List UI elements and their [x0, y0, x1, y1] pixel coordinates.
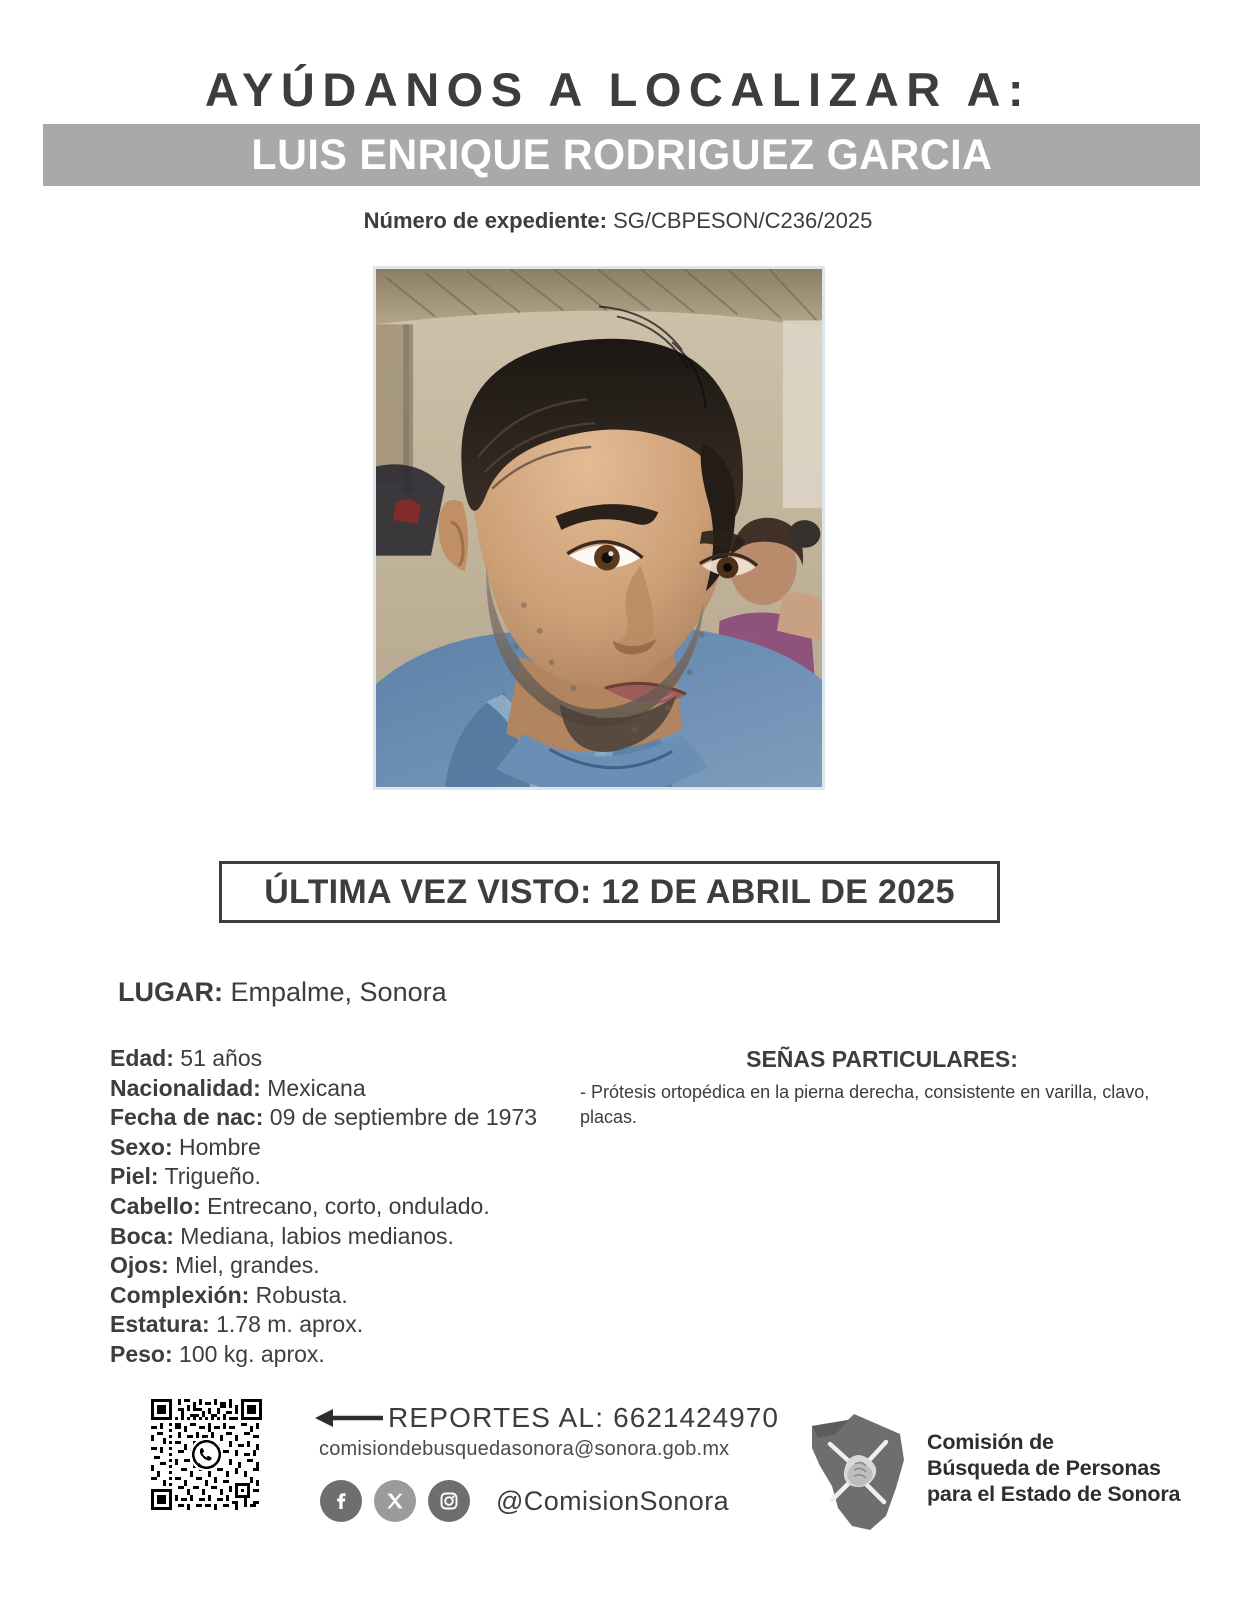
place-line: [118, 977, 447, 1008]
facebook-icon[interactable]: [320, 1480, 362, 1522]
reports-label: REPORTES AL:: [388, 1402, 605, 1433]
person-photo: [373, 266, 825, 790]
desc-row-boca: [110, 1222, 590, 1252]
desc-row-nacionalidad: [110, 1074, 590, 1104]
page-title: AYÚDANOS A LOCALIZAR A:: [204, 63, 1032, 116]
desc-label: Estatura:: [110, 1311, 210, 1338]
desc-row-peso: [110, 1340, 590, 1370]
agency-name-line-2: Búsqueda de Personas: [927, 1456, 1161, 1480]
place-label: LUGAR:: [118, 977, 223, 1007]
desc-value: Entrecano, corto, ondulado.: [207, 1192, 490, 1219]
desc-value: 1.78 m. aprox.: [216, 1311, 364, 1338]
social-media-row: [320, 1480, 729, 1522]
physical-description-list: [110, 1044, 590, 1370]
x-twitter-icon[interactable]: [374, 1480, 416, 1522]
desc-row-complexion: [110, 1281, 590, 1311]
desc-label: Cabello:: [110, 1192, 201, 1219]
desc-label: Fecha de nac:: [110, 1104, 264, 1131]
agency-name: [927, 1429, 1180, 1507]
desc-value: Hombre: [179, 1133, 261, 1160]
desc-value: Miel, grandes.: [175, 1252, 320, 1279]
file-number-value: SG/CBPESON/C236/2025: [613, 208, 873, 233]
agency-logo: [808, 1404, 1180, 1532]
desc-value: Robusta.: [255, 1281, 348, 1308]
distinguishing-marks-text: - Prótesis ortopédica en la pierna derecha, consistente en varilla, clavo, placas.: [580, 1082, 1150, 1127]
person-name-banner: [43, 124, 1200, 186]
desc-label: Ojos:: [110, 1252, 169, 1279]
desc-value: Mexicana: [267, 1074, 366, 1101]
desc-value: 51 años: [180, 1045, 263, 1071]
desc-row-ojos: [110, 1251, 590, 1281]
desc-value: Mediana, labios medianos.: [180, 1222, 454, 1249]
whatsapp-qr-code-icon[interactable]: [151, 1399, 262, 1510]
person-name: LUIS ENRIQUE RODRIGUEZ GARCIA: [251, 130, 992, 179]
desc-row-fecha-de-nac: [110, 1103, 590, 1133]
desc-row-cabello: [110, 1192, 590, 1222]
desc-label: Boca:: [110, 1222, 174, 1249]
desc-label: Sexo:: [110, 1133, 173, 1160]
desc-row-sexo: [110, 1133, 590, 1163]
distinguishing-marks-title: SEÑAS PARTICULARES:: [746, 1046, 1018, 1072]
contact-email[interactable]: comisiondebusquedasonora@sonora.gob.mx: [319, 1438, 730, 1460]
file-number-line: [0, 208, 1236, 234]
desc-label: Peso:: [110, 1340, 173, 1367]
social-handle[interactable]: @ComisionSonora: [496, 1485, 730, 1516]
desc-row-piel: [110, 1162, 590, 1192]
desc-row-estatura: [110, 1310, 590, 1340]
file-number-label: Número de expediente:: [363, 208, 607, 233]
place-value: Empalme, Sonora: [230, 977, 447, 1007]
desc-label: Edad:: [110, 1045, 174, 1071]
last-seen-box: [219, 861, 1000, 923]
reports-line: [388, 1402, 779, 1434]
desc-label: Piel:: [110, 1163, 159, 1190]
left-arrow-icon: [313, 1404, 385, 1432]
sonora-state-hands-logo-icon: [808, 1404, 913, 1532]
agency-name-line-3: para el Estado de Sonora: [927, 1482, 1181, 1506]
desc-label: Nacionalidad:: [110, 1074, 261, 1101]
desc-value: Trigueño.: [164, 1163, 261, 1190]
instagram-icon[interactable]: [428, 1480, 470, 1522]
desc-value: 09 de septiembre de 1973: [269, 1104, 538, 1131]
last-seen-text: ÚLTIMA VEZ VISTO: 12 DE ABRIL DE 2025: [264, 872, 955, 911]
desc-value: 100 kg. aprox.: [179, 1340, 325, 1367]
desc-row-edad: [110, 1044, 590, 1074]
desc-label: Complexión:: [110, 1281, 250, 1308]
agency-name-line-1: Comisión de: [927, 1430, 1054, 1454]
reports-phone[interactable]: 6621424970: [613, 1402, 779, 1433]
